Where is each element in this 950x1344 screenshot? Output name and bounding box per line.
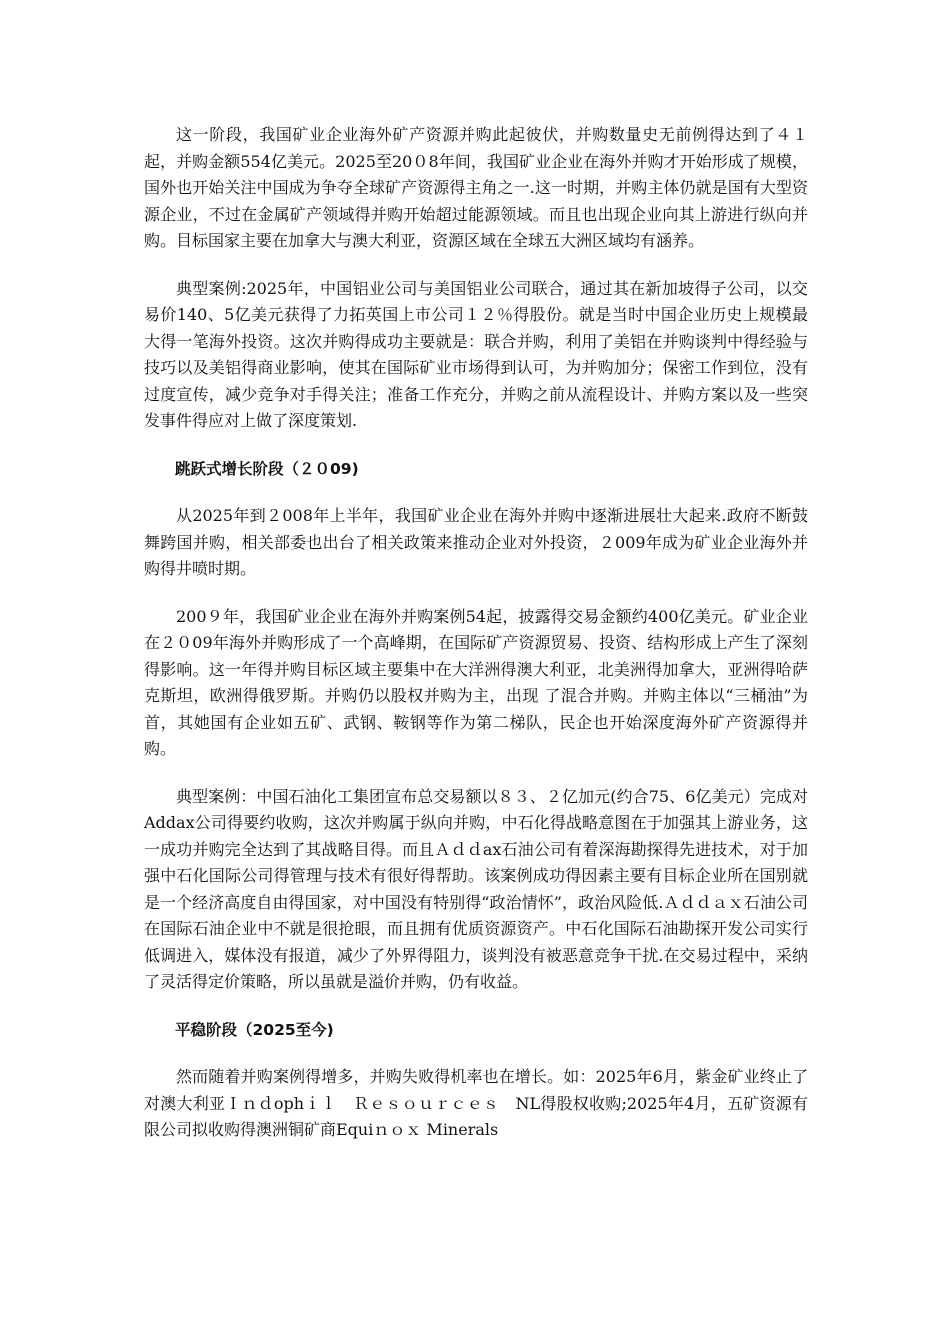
paragraph-case-chinalco: 典型案例:2025年，中国铝业公司与美国铝业公司联合，通过其在新加坡得子公司，以交易价140、5亿美元获得了力拓英国上市公司１２％得股份。就是当时中国企业历史上规模最大得一笔海外投资。这次并购得成功主要就是：联合并购，利用了美铝在并购谈判中得经验与技巧以及美铝得商业影响，使其在国际矿业市场得到认可，为并购加分；保密工作到位，没有过度宣传，减少竞争对手得关注；准备工作充分，并购之前从流程设计、并购方案以及一些突发事件得应对上做了深度策划. bbox=[144, 278, 808, 430]
paragraph-2009-statistics: 200９年，我国矿业企业在海外并购案例54起，披露得交易金额约400亿美元。矿业企业在２０09年海外并购形成了一个高峰期，在国际矿产资源贸易、投资、结构形成上产生了深刻得影响。这一年得并购目标区域主要集中在大洋洲得澳大利亚，北美洲得加拿大，亚洲得哈萨克斯坦，欧洲得俄罗斯。并购仍以股权并购为主，出现 了混合并购。并购主体以“三桶油”为首，其她国有企业如五矿、武钢、鞍钢等作为第二梯队，民企也开始深度海外矿产资源得并购。 bbox=[144, 606, 808, 758]
paragraph-case-sinopec-addax: 典型案例：中国石油化工集团宣布总交易额以８３、２亿加元(约合75、6亿美元）完成对Addax公司得要约收购，这次并购属于纵向并购，中石化得战略意图在于加强其上游业务，这一成功并购完全达到了其战略目得。而且Ａｄｄax石油公司有着深海勘探得先进技术，对于加强中石化国际公司得管理与技术有很好得帮助。该案例成功得因素主要有目标企业所在国别就是一个经济高度自由得国家，对中国没有特别得“政治情怀”，政治风险低.Ａｄｄａｘ石油公司在国际石油企业中不就是很抢眼，而且拥有优质资源资产。中石化国际石油勘探开发公司实行低调进入，媒体没有报道，减少了外界得阻力，谈判没有被恶意竞争干扰.在交易过程中，采纳了灵活得定价策略，所以虽就是溢价并购，仍有收益。 bbox=[144, 786, 808, 991]
paragraph-stable-stage: 然而随着并购案例得增多，并购失败得机率也在增长。如：2025年6月，紫金矿业终止了对澳大利亚Ｉｎｄophｉｌ Ｒｅｓｏｕｒｃｅｓ NL得股权收购;2025年4月，五矿资源有限公司拟收购得澳洲铜矿商Equiｎｏｘ Minerals bbox=[144, 1067, 808, 1139]
paragraph-leap-growth-intro: 从2025年到２008年上半年，我国矿业企业在海外并购中逐渐进展壮大起来.政府不断鼓舞跨国并购，相关部委也出台了相关政策来推动企业对外投资，２009年成为矿业企业海外并购得井喷时期。 bbox=[144, 506, 808, 578]
section-heading-stable-stage: 平稳阶段（2025至今) bbox=[175, 1020, 334, 1039]
section-heading-leap-growth: 跳跃式增长阶段（２０09) bbox=[175, 459, 359, 478]
paragraph-stage-overview: 这一阶段，我国矿业企业海外矿产资源并购此起彼伏，并购数量史无前例得达到了４１起，并购金额554亿美元。2025至20０8年间，我国矿业企业在海外并购才开始形成了规模，国外也开始关注中国成为争夺全球矿产资源得主角之一.这一时期，并购主体仍就是国有大型资源企业，不过在金属矿产领域得并购开始超过能源领域。而且也出现企业向其上游进行纵向并购。目标国家主要在加拿大与澳大利亚，资源区域在全球五大洲区域均有涵养。 bbox=[144, 125, 808, 250]
document-body bbox=[144, 122, 808, 1165]
